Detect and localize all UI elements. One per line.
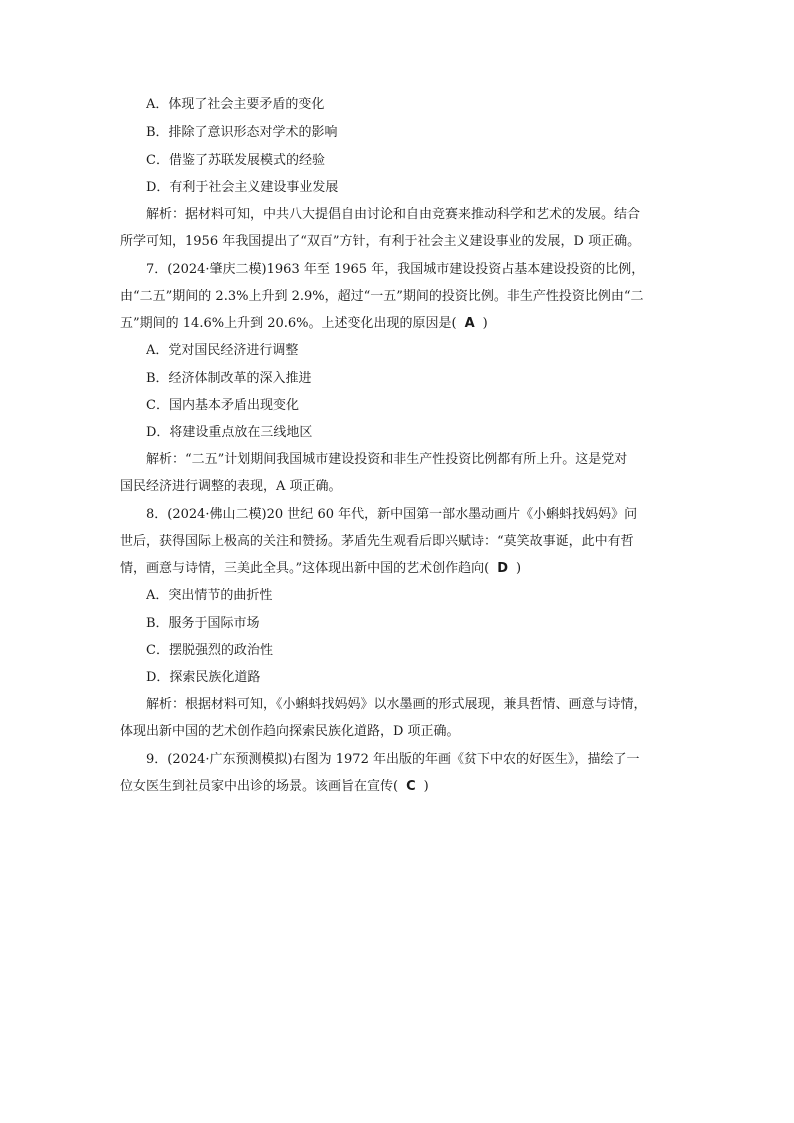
- q8-option-d: D．探索民族化道路: [146, 670, 261, 685]
- q8-analysis-line-2: 体现出新中国的艺术创作趋向探索民族化道路，D 项正确。: [120, 724, 460, 739]
- q7-stem-text: 五”期间的 14.6%上升到 20.6%。上述变化出现的原因是(: [120, 316, 457, 331]
- q7-close-paren: ): [482, 316, 488, 331]
- q7-stem-line-1: 7．(2024·肇庆二模)1963 年至 1965 年，我国城市建设投资占基本建设投资的比例，: [146, 262, 645, 277]
- q9-answer: C: [406, 779, 416, 794]
- q7-option-a: A．党对国民经济进行调整: [146, 343, 299, 358]
- q6-option-a: A．体现了社会主要矛盾的变化: [146, 97, 325, 112]
- q8-stem-line-3: [120, 561, 680, 577]
- q7-stem-line-3: [120, 316, 680, 332]
- q9-stem-line-1: 9．(2024·广东预测模拟)右图为 1972 年出版的年画《贫下中农的好医生》，描绘了一: [146, 752, 640, 767]
- q7-option-b: B．经济体制改革的深入推进: [146, 371, 312, 386]
- q7-stem-line-2: 由“二五”期间的 2.3%上升到 2.9%，超过“一五”期间的投资比例。非生产性投资比例由“二: [120, 289, 644, 304]
- q7-analysis-line-2: 国民经济进行调整的表现，A 项正确。: [120, 479, 342, 494]
- q6-analysis-line-1: 解析：据材料可知，中共八大提倡自由讨论和自由竞赛来推动科学和艺术的发展。结合: [146, 207, 641, 222]
- q8-close-paren: ): [516, 561, 522, 576]
- q6-option-b: B．排除了意识形态对学术的影响: [146, 125, 338, 140]
- q8-answer: D: [497, 561, 509, 576]
- q8-stem-line-2: 世后，获得国际上极高的关注和赞扬。茅盾先生观看后即兴赋诗：“莫笑故事诞，此中有哲: [120, 534, 634, 549]
- q8-analysis-line-1: 解析：根据材料可知，《小蝌蚪找妈妈》以水墨画的形式展现，兼具哲情、画意与诗情，: [146, 697, 647, 712]
- q7-option-c: C．国内基本矛盾出现变化: [146, 398, 299, 413]
- q8-stem-text: 情，画意与诗情，三美此全具。”这体现出新中国的艺术创作趋向(: [120, 561, 490, 576]
- q6-option-d: D．有利于社会主义建设事业发展: [146, 180, 339, 195]
- q8-stem-line-1: 8．(2024·佛山二模)20 世纪 60 年代，新中国第一部水墨动画片《小蝌蚪找妈妈》问: [146, 507, 638, 522]
- q7-option-d: D．将建设重点放在三线地区: [146, 425, 313, 440]
- q9-close-paren: ): [423, 779, 429, 794]
- q6-analysis-line-2: 所学可知，1956 年我国提出了“双百”方针，有利于社会主义建设事业的发展，D 项正确。: [120, 234, 641, 249]
- q8-option-c: C．摆脱强烈的政治性: [146, 643, 273, 658]
- q9-stem-text: 位女医生到社员家中出诊的场景。该画旨在宣传(: [120, 779, 399, 794]
- q6-option-c: C．借鉴了苏联发展模式的经验: [146, 153, 325, 168]
- q7-analysis-line-1: 解析：“二五”计划期间我国城市建设投资和非生产性投资比例都有所上升。这是党对: [146, 452, 628, 467]
- q8-option-a: A．突出情节的曲折性: [146, 588, 273, 603]
- q8-option-b: B．服务于国际市场: [146, 616, 260, 631]
- q9-stem-line-2: [120, 779, 680, 795]
- q7-answer: A: [464, 316, 475, 331]
